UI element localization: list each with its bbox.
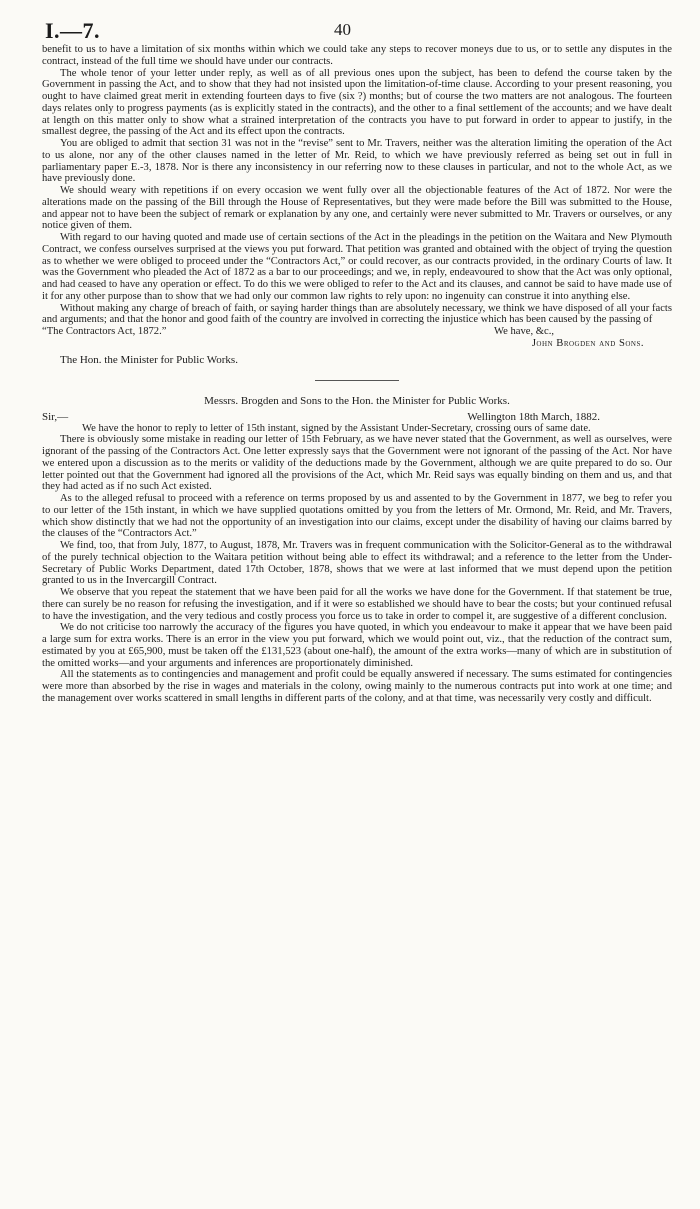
paragraph: We observe that you repeat the statement that we have been paid for all the works we have done for the Government. If that statement be true, there can surely be no reason for refusing the investigation, and if it were so established we should have to bear the costs; but your continued refusal to have the investigation, and the very tedious and costly process you force us to take in order to compel it, are suggestive of a different conclusion. (42, 587, 672, 622)
addressee: The Hon. the Minister for Public Works. (60, 353, 238, 366)
closing-left: “The Contractors Act, 1872.” (42, 326, 167, 337)
paragraph: The whole tenor of your letter under reply, as well as of all previous ones upon the subject, has been to defend the course taken by the Government in passing the Act, and to show that they had not insisted upon the limitation-of-time clause. According to your present reasoning, you ought to have claimed great merit in extending fourteen days to five (six ?) months; but of course the two matters are not analogous. The fourteen days relates only to progress payments (as is explicitly stated in the contracts), and the other to a final settlement of the accounts; and we have dealt at length on this matter only to show what a strained interpretation of the contracts you have to put forward in order to appear to justify, in the smallest degree, the passing of the Act and its effect upon the contracts. (42, 67, 672, 138)
paragraph: With regard to our having quoted and made use of certain sections of the Act in the pleadings in the petition on the Waitara and New Plymouth Contract, we confess ourselves surprised at the views you put forward. That petition was granted and obtained with the object of trying the question as to whether we were obliged to proceed under the “Contractors Act,” or could recover, as our contracts provided, in the ordinary Courts of law. It was the Government who pleaded the Act of 1872 as a bar to our proceedings; and we, in reply, endeavoured to show that the Act was only optional, and had ceased to have any operation or effect. To do this we were obliged to refer to the Act and its clauses, and cannot be said to have made use of it for any other purpose than to show that we had only our common law rights to rely upon: no ingenuity can construe it into anything else. (42, 232, 672, 302)
signature: John Brogden and Sons. (531, 337, 644, 349)
page-header (42, 0, 672, 44)
letter-date: Wellington 18th March, 1882. (467, 410, 600, 423)
paragraph: All the statements as to contingencies and management and profit could be equally answered if necessary. The sums estimated for contingencies were more than absorbed by the rise in wages and materials in the colony, owing mainly to the numerous contracts put into work at one time; and the management over works scattered in small lengths in different parts of the colony, and at that time, was necessarily very costly and difficult. (42, 669, 672, 704)
letter-2 (42, 423, 672, 705)
salutation: Sir,— (42, 410, 69, 423)
section-divider (315, 380, 399, 381)
paragraph: As to the alleged refusal to proceed with a reference on terms proposed by us and assented to by the Government in 1877, we beg to refer you to our letter of the 15th instant, in which we have supplied quotations omitted by you from the letters of Mr. Ormond, Mr. Reid, and Mr. Travers, which show distinctly that we had not the opportunity of an investigation into our claims, except under the disability of having our claims barred by the clauses of the “Contractors Act.” (42, 493, 672, 540)
letter-heading: Messrs. Brogden and Sons to the Hon. the Minister for Public Works. (204, 394, 510, 407)
paragraph: We do not criticise too narrowly the accuracy of the figures you have quoted, in which you endeavour to make it appear that we have been paid a large sum for extra works. There is an error in the view you put forward, which we would point out, viz., that the reduction of the contract sum, estimated by you at £65,900, must be taken off the £131,523 (about one-half), the amount of the extra works—many of which are in substitution of the omitted works—and your arguments and inferences are proportionately diminished. (42, 622, 672, 669)
letter-1 (42, 44, 672, 366)
paragraph: We have the honor to reply to letter of 15th instant, signed by the Assistant Under-Secretary, crossing ours of same date. (82, 422, 591, 434)
page-number: 40 (334, 20, 351, 39)
closing-right: We have, &c., (493, 326, 554, 337)
paragraph: We should weary with repetitions if on every occasion we went fully over all the objectionable features of the Act of 1872. Nor were the alterations made on the passing of the Bill through the House of Representatives, but they were made before the Bill was submitted to the House, and appear not to have been the subject of remark or explanation by any one, and certainly were never submitted to Mr. Travers or ourselves, or any notice given of them. (42, 185, 672, 232)
paragraph: Without making any charge of breach of faith, or saying harder things than are absolutely necessary, we think we have disposed of all your facts and arguments; and that the honor and good faith of the country are involved in correcting the injustice which has been caused by the passing of (42, 302, 672, 326)
paragraph: There is obviously some mistake in reading our letter of 15th February, as we have never stated that the Government, as well as ourselves, were ignorant of the passing of the Contractors Act. One letter expressly says that the Government were not ignorant of the passing of the Act. Nor have we entered upon a discussion as to the merits or validity of the deductions made by the Government, although we are quite prepared to do so. Our letter pointed out that the Government had ignored all the provisions of the Act, which Mr. Reid says was equally binding on them and us, and that they had acted as if no such Act existed. (42, 434, 672, 493)
closing-line (42, 326, 672, 338)
paragraph: benefit to us to have a limitation of six months within which we could take any steps to recover moneys due to us, or to settle any disputes in the contract, instead of the full time we should have under our contracts. (42, 44, 672, 67)
paragraph: You are obliged to admit that section 31 was not in the “revise” sent to Mr. Travers, neither was the alteration limiting the operation of the Act to us alone, nor any of the other clauses named in the letter of Mr. Reid, to which we have previously referred as being set out in full in parliamentary paper E.-3, 1878. Nor is there any inconsistency in our referring now to these clauses in particular, and not to the whole Act, as we have previously done. (42, 138, 672, 185)
salutation-row (42, 411, 672, 423)
paragraph: We find, too, that from July, 1877, to August, 1878, Mr. Travers was in frequent communication with the Solicitor-General as to the withdrawal of the purely technical objection to the Waitara petition without being able to effect its withdrawal; and a reference to the letter from the Under-Secretary of Public Works Department, dated 17th October, 1878, shows that we were at last informed that we must depend upon the petition granted to us in the Invercargill Contract. (42, 540, 672, 587)
page-code: I.—7. (45, 18, 101, 43)
